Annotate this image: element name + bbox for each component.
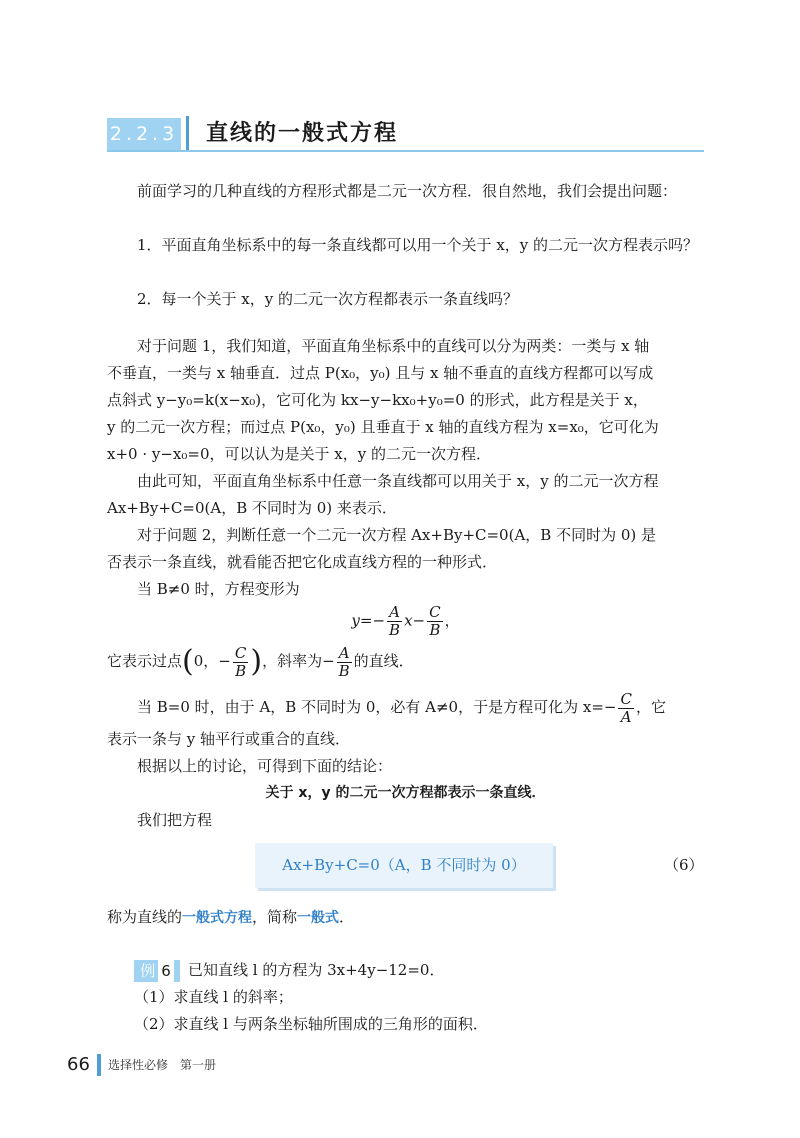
definition-line: 称为直线的一般式方程，简称一般式． — [107, 908, 355, 926]
example-part-2: （2）求直线 l 与两条坐标轴所围成的三角形的面积． — [134, 1015, 488, 1033]
section-divider — [186, 116, 189, 152]
case-b-zero-line-1: 当 B=0 时，由于 A，B 不同时为 0，必有 A≠0，于是方程可化为 x=− $\frac{C}{A}$ ，它 — [137, 689, 666, 726]
fraction-a-over-b: $\frac{A}{B}$ — [338, 643, 350, 680]
eq-prefix: y=− — [351, 611, 386, 630]
section-underline — [107, 150, 704, 152]
footer-divider — [97, 1054, 101, 1076]
conclusion1-line-1: 由此可知，平面直角坐标系中任意一条直线都可以用关于 x，y 的二元一次方程 — [137, 472, 659, 490]
example-number: 6 — [158, 960, 174, 982]
fraction-c-over-a: $\frac{C}{A}$ — [620, 689, 632, 726]
question-2: 2．每一个关于 x，y 的二元一次方程都表示一条直线吗？ — [137, 290, 519, 308]
page-number: 66 — [67, 1054, 90, 1075]
fraction-a-over-b: $\frac{A}{B}$ — [389, 603, 401, 639]
case-b-zero-line-2: 表示一条与 y 轴平行或重合的直线． — [107, 730, 351, 748]
example-label: 例 6 — [134, 960, 180, 982]
term-general-form: 一般式 — [297, 910, 340, 926]
answer1-line-3: 点斜式 y−y₀=k(x−x₀)，它可化为 kx−y−kx₀+y₀=0 的形式，此方程是关于 x， — [107, 391, 648, 409]
answer1-line-1: 对于问题 1，我们知道，平面直角坐标系中的直线可以分为两类：一类与 x 轴 — [137, 337, 650, 355]
example-part-1: （1）求直线 l 的斜率； — [134, 988, 293, 1006]
equation-number: （6） — [664, 856, 704, 874]
theorem-statement: 关于 x，y 的二元一次方程都表示一条直线． — [265, 785, 546, 801]
question2-line-2: 否表示一条直线，就看能否把它化成直线方程的一种形式． — [107, 553, 498, 571]
slope-intercept-equation — [107, 604, 704, 639]
eq-mid: x− — [404, 611, 426, 630]
discussion-text: 根据以上的讨论，可得到下面的结论： — [137, 757, 393, 775]
question-1: 1．平面直角坐标系中的每一条直线都可以用一个关于 x，y 的二元一次方程表示吗？ — [137, 236, 699, 254]
answer1-line-5: x+0 · y−x₀=0，可以认为是关于 x，y 的二元一次方程． — [107, 445, 491, 463]
case-b-nonzero-intro: 当 B≠0 时，方程变形为 — [137, 580, 300, 598]
answer1-line-2: 不垂直，一类与 x 轴垂直．过点 P(x₀，y₀) 且与 x 轴不垂直的直线方程都可以写成 — [107, 364, 654, 382]
intro-paragraph: 前面学习的几种直线的方程形式都是二元一次方程．很自然地，我们会提出问题： — [137, 182, 678, 200]
answer1-line-4: y 的二元一次方程；而过点 P(x₀，y₀) 且垂直于 x 轴的直线方程为 x=x₀，它可化为 — [107, 418, 659, 436]
we-call-text: 我们把方程 — [137, 811, 213, 829]
section-number: 2.2.3 — [107, 118, 181, 150]
question2-line-1: 对于问题 2，判断任意一个二元一次方程 Ax+By+C=0(A，B 不同时为 0) 是 — [137, 526, 657, 544]
case-b-nonzero-description: 它表示过点(0，− $\frac{C}{B}$ )，斜率为− $\frac{A}{B}$ 的直线． — [107, 643, 414, 680]
book-title: 选择性必修 第一册 — [108, 1058, 217, 1072]
general-equation: Ax+By+C=0（A，B 不同时为 0） — [282, 856, 526, 874]
term-general-form-equation: 一般式方程 — [182, 910, 253, 926]
eq-suffix: ， — [444, 611, 460, 630]
section-title: 直线的一般式方程 — [206, 121, 399, 146]
fraction-c-over-b: $\frac{C}{B}$ — [234, 643, 247, 680]
example-statement: 已知直线 l 的方程为 3x+4y−12=0． — [188, 961, 445, 979]
conclusion1-line-2: Ax+By+C=0(A，B 不同时为 0) 来表示． — [107, 499, 397, 517]
fraction-c-over-b: $\frac{C}{B}$ — [429, 603, 441, 639]
